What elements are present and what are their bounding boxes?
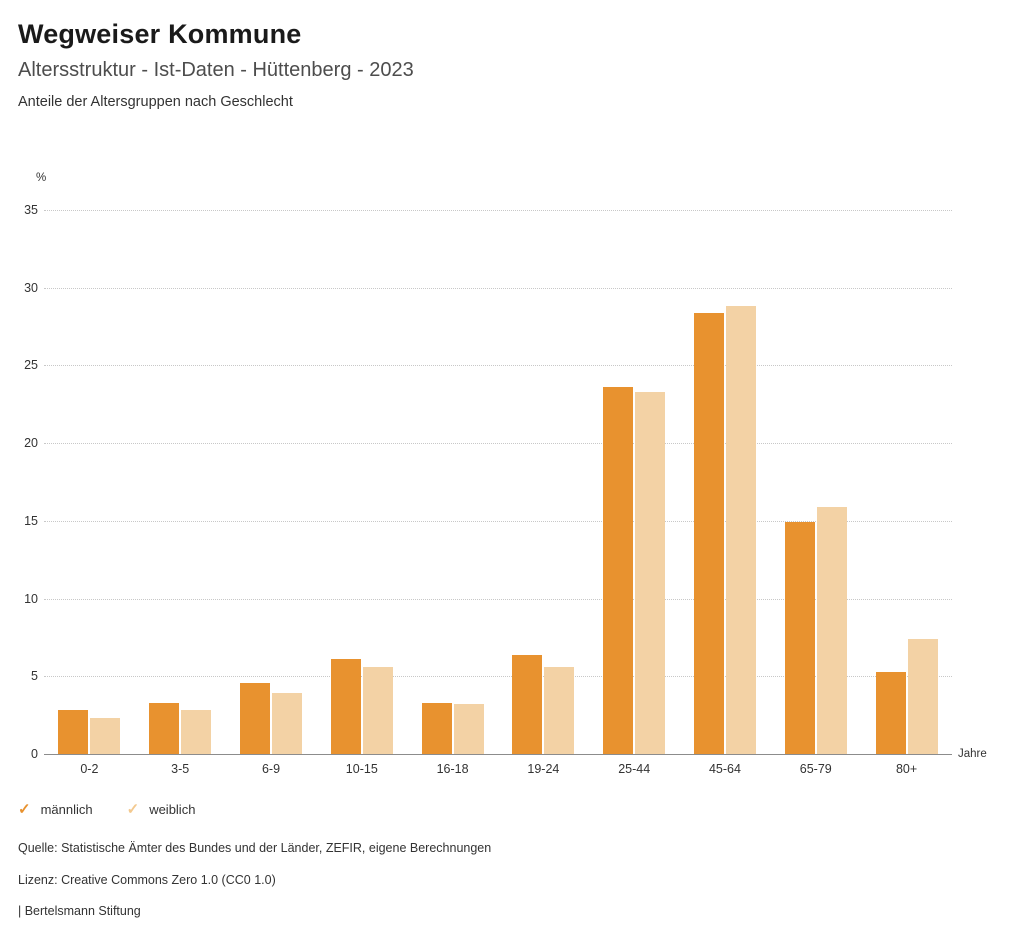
- x-axis-unit-label: Jahre: [958, 748, 987, 760]
- bar-group: [680, 210, 771, 754]
- chart-footer: [18, 842, 491, 937]
- bar-weiblich[interactable]: [817, 507, 847, 754]
- legend-item-label: männlich: [40, 802, 93, 817]
- brand-note: | Bertelsmann Stiftung: [18, 904, 141, 918]
- y-axis-tick-label: 35: [24, 203, 38, 217]
- chart-description: Anteile der Altersgruppen nach Geschlecht: [18, 94, 293, 111]
- bar-weiblich[interactable]: [544, 667, 574, 754]
- bar-weiblich[interactable]: [272, 693, 302, 754]
- x-axis-line: [44, 754, 952, 755]
- x-axis-tick-label: 19-24: [527, 762, 560, 776]
- bar-maennlich[interactable]: [422, 703, 452, 754]
- bar-pair: [498, 210, 589, 754]
- y-axis-tick-label: 0: [31, 747, 38, 761]
- bar-weiblich[interactable]: [181, 710, 211, 754]
- bar-maennlich[interactable]: [58, 710, 88, 754]
- source-note: Quelle: Statistische Ämter des Bundes und der Länder, ZEFIR, eigene Berechnungen: [18, 841, 492, 855]
- bar-pair: [680, 210, 771, 754]
- y-axis-tick-label: 15: [24, 513, 38, 528]
- check-icon: ✓: [126, 801, 140, 818]
- bar-group: [226, 210, 317, 754]
- bar-weiblich[interactable]: [363, 667, 393, 754]
- bar-pair: [407, 210, 498, 754]
- bar-weiblich[interactable]: [908, 639, 938, 754]
- bar-group: [316, 210, 407, 754]
- x-axis-tick-label: 65-79: [799, 762, 832, 776]
- bar-maennlich[interactable]: [603, 387, 633, 754]
- bar-group: [498, 210, 589, 754]
- bar-maennlich[interactable]: [331, 659, 361, 754]
- y-axis-tick-label: 25: [24, 358, 38, 373]
- bar-pair: [770, 210, 861, 754]
- legend-item-weiblich[interactable]: [127, 802, 196, 817]
- x-axis-tick-label: 45-64: [708, 762, 741, 776]
- x-axis-tick-label: 16-18: [436, 762, 469, 776]
- page-title: Wegweiser Kommune: [18, 19, 302, 49]
- x-axis-tick-label: 10-15: [345, 762, 378, 776]
- bar-group: [135, 210, 226, 754]
- bar-group: [861, 210, 952, 754]
- bar-group: [589, 210, 680, 754]
- bar-pair: [135, 210, 226, 754]
- bar-group: [44, 210, 135, 754]
- bar-maennlich[interactable]: [694, 313, 724, 754]
- bar-maennlich[interactable]: [876, 672, 906, 754]
- bar-maennlich[interactable]: [785, 522, 815, 754]
- bar-pair: [861, 210, 952, 754]
- legend-item-label: weiblich: [149, 802, 196, 817]
- bar-group: [407, 210, 498, 754]
- bar-weiblich[interactable]: [454, 704, 484, 754]
- bar-weiblich[interactable]: [635, 392, 665, 754]
- bar-maennlich[interactable]: [149, 703, 179, 754]
- y-axis-tick-label: 20: [24, 436, 38, 451]
- x-axis-tick-label: 25-44: [618, 762, 651, 776]
- bar-pair: [226, 210, 317, 754]
- y-axis-ticks: [0, 203, 38, 761]
- bar-group: [770, 210, 861, 754]
- x-axis-tick-label: 80+: [895, 762, 918, 776]
- bar-weiblich[interactable]: [726, 306, 756, 754]
- x-axis-tick-label: 3-5: [171, 762, 190, 776]
- y-axis-unit-label: %: [36, 172, 47, 184]
- y-axis-tick-label: 5: [31, 669, 38, 684]
- bar-maennlich[interactable]: [512, 655, 542, 754]
- x-axis-ticks: [44, 762, 952, 776]
- bar-maennlich[interactable]: [240, 683, 270, 754]
- chart-legend: [18, 802, 195, 817]
- bar-weiblich[interactable]: [90, 718, 120, 754]
- chart-header: [0, 0, 1024, 112]
- bar-pair: [589, 210, 680, 754]
- legend-item-maennlich[interactable]: [18, 802, 93, 817]
- license-note: Lizenz: Creative Commons Zero 1.0 (CC0 1.0): [18, 872, 276, 887]
- check-icon: ✓: [18, 801, 31, 818]
- chart-subtitle: Altersstruktur - Ist-Daten - Hüttenberg - 2023: [18, 59, 414, 82]
- x-axis-tick-label: 0-2: [80, 762, 99, 776]
- y-axis-tick-label: 10: [24, 591, 38, 606]
- x-axis-tick-label: 6-9: [261, 762, 281, 776]
- chart-canvas: [0, 150, 1024, 790]
- bar-pair: [44, 210, 135, 754]
- bar-pair: [316, 210, 407, 754]
- bar-groups: [44, 210, 952, 754]
- y-axis-tick-label: 30: [24, 280, 38, 295]
